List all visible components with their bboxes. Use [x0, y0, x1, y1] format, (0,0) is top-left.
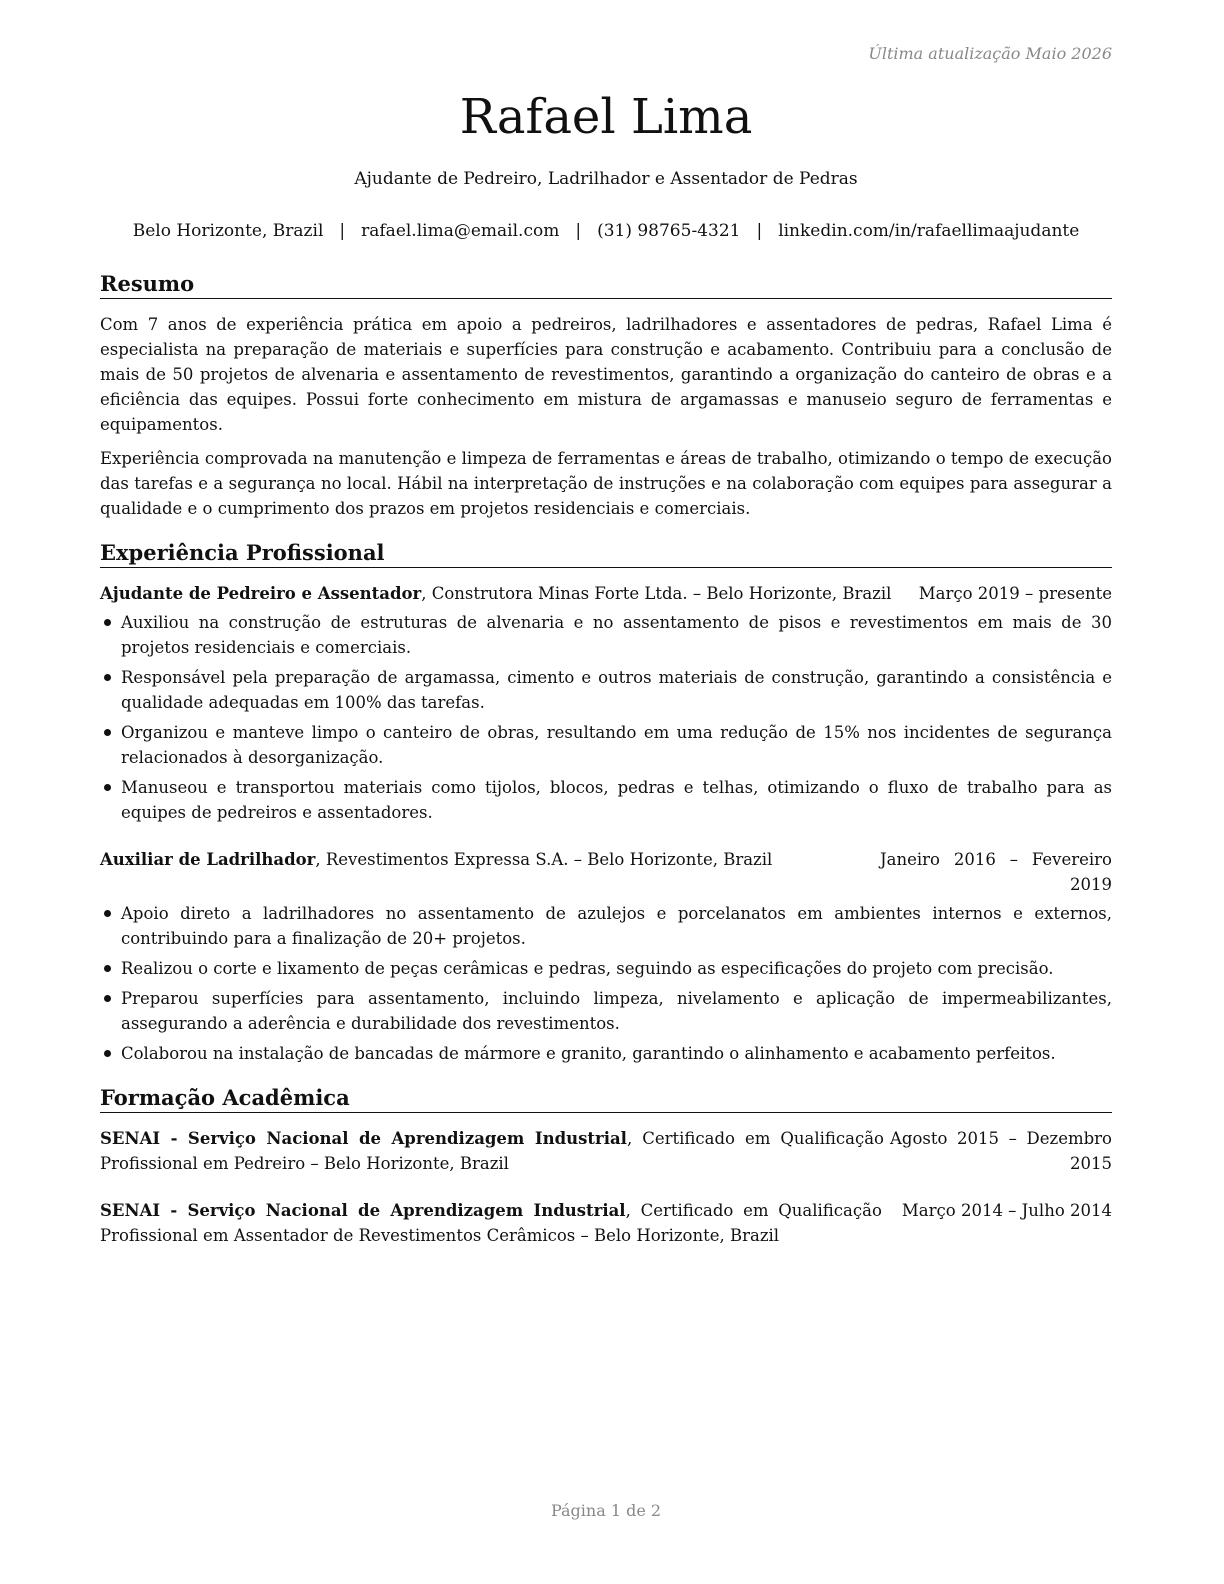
- bullet-text: Apoio direto a ladrilhadores no assentamento de azulejos e porcelanatos em ambientes internos e externos, contribuindo para a finalização de 20+ projetos.: [121, 904, 1112, 948]
- job-company: , Revestimentos Expressa S.A. – Belo Horizonte, Brazil: [315, 850, 773, 869]
- bullet-text: Preparou superfícies para assentamento, incluindo limpeza, nivelamento e aplicação de impermeabilizantes, assegurando a aderência e durabilidade dos revestimentos.: [121, 989, 1112, 1033]
- experience-section: [100, 539, 1112, 1066]
- list-item: [100, 665, 1112, 715]
- contact-separator: |: [575, 221, 582, 241]
- job-header: [100, 581, 1112, 606]
- bullet-icon: [104, 1050, 111, 1057]
- summary-paragraph: Com 7 anos de experiência prática em apoio a pedreiros, ladrilhadores e assentadores de pedras, Rafael Lima é especialista na preparação de materiais e superfícies para construção e acabamento. Contribuiu para a conclusão de mais de 50 projetos de alvenaria e assentamento de revestimentos, garantindo a organização do canteiro de obras e a eficiência das equipes. Possui forte conhecimento em mistura de argamassas e manuseio seguro de ferramentas e equipamentos.: [100, 315, 1112, 434]
- job-role: Ajudante de Pedreiro e Assentador: [100, 584, 422, 603]
- list-item: [100, 986, 1112, 1036]
- section-title-experience: Experiência Profissional: [100, 539, 1112, 568]
- education-heading: [100, 1198, 882, 1248]
- bullet-icon: [104, 784, 111, 791]
- job-company: , Construtora Minas Forte Ltda. – Belo Horizonte, Brazil: [421, 584, 892, 603]
- contact-location: Belo Horizonte, Brazil: [132, 221, 324, 241]
- bullet-icon: [104, 965, 111, 972]
- bullet-icon: [104, 729, 111, 736]
- bullet-icon: [104, 619, 111, 626]
- section-title-education: Formação Acadêmica: [100, 1084, 1112, 1113]
- list-item: [100, 610, 1112, 660]
- summary-section: [100, 270, 1112, 521]
- job-heading: [100, 581, 899, 606]
- summary-paragraph: Experiência comprovada na manutenção e limpeza de ferramentas e áreas de trabalho, otimizando o tempo de execução das tarefas e a segurança no local. Hábil na interpretação de instruções e na colaboração com equipes para assegurar a qualidade e o cumprimento dos prazos em projetos residenciais e comerciais.: [100, 449, 1112, 518]
- bullet-text: Auxiliou na construção de estruturas de alvenaria e no assentamento de pisos e revestimentos em mais de 30 projetos residenciais e comerciais.: [121, 613, 1112, 657]
- list-item: [100, 720, 1112, 770]
- education-entry: [100, 1126, 1112, 1176]
- contact-linkedin[interactable]: linkedin.com/in/rafaellimaajudante: [778, 221, 1080, 241]
- section-title-summary: Resumo: [100, 270, 1112, 299]
- education-dates: Março 2014 – Julho 2014: [901, 1201, 1112, 1220]
- job-bullets: [100, 901, 1112, 1066]
- bullet-text: Manuseou e transportou materiais como tijolos, blocos, pedras e telhas, otimizando o fluxo de trabalho para as equipes de pedreiros e assentadores.: [121, 778, 1112, 822]
- resume-page: [100, 0, 1112, 1584]
- bullet-icon: [104, 674, 111, 681]
- education-heading: [100, 1126, 884, 1176]
- contact-separator: |: [756, 221, 763, 241]
- education-dates: Agosto 2015 – Dezembro 2015: [890, 1129, 1112, 1173]
- job-dates: Março 2019 – presente: [918, 584, 1112, 603]
- bullet-text: Responsável pela preparação de argamassa, cimento e outros materiais de construção, garantindo a consistência e qualidade adequadas em 100% das tarefas.: [121, 668, 1112, 712]
- bullet-text: Colaborou na instalação de bancadas de mármore e granito, garantindo o alinhamento e acabamento perfeitos.: [121, 1044, 1056, 1063]
- resume-content: [100, 270, 1112, 1266]
- list-item: [100, 956, 1112, 981]
- bullet-text: Organizou e manteve limpo o canteiro de obras, resultando em uma redução de 15% nos incidentes de segurança relacionados à desorganização.: [121, 723, 1112, 767]
- education-detail: , Certificado em Qualificação Profissional em Pedreiro – Belo Horizonte, Brazil: [100, 1129, 884, 1173]
- job-dates: Janeiro 2016 – Fevereiro 2019: [880, 850, 1112, 894]
- list-item: [100, 775, 1112, 825]
- education-detail: , Certificado em Qualificação Profissional em Assentador de Revestimentos Cerâmicos – Belo Horizonte, Brazil: [100, 1201, 882, 1245]
- contact-line: [100, 219, 1112, 243]
- bullet-icon: [104, 995, 111, 1002]
- education-institution: SENAI - Serviço Nacional de Aprendizagem Industrial: [100, 1129, 627, 1148]
- education-section: [100, 1084, 1112, 1248]
- education-entry: [100, 1198, 1112, 1248]
- job-entry: [100, 581, 1112, 825]
- contact-phone[interactable]: (31) 98765-4321: [597, 221, 741, 241]
- list-item: [100, 901, 1112, 951]
- last-updated: Última atualização Maio 2026: [868, 44, 1112, 63]
- job-header: [100, 847, 1112, 897]
- contact-separator: |: [339, 221, 346, 241]
- bullet-text: Realizou o corte e lixamento de peças cerâmicas e pedras, seguindo as especificações do projeto com precisão.: [121, 959, 1054, 978]
- job-entry: [100, 847, 1112, 1066]
- education-header: [100, 1126, 1112, 1176]
- job-role: Auxiliar de Ladrilhador: [100, 850, 316, 869]
- job-bullets: [100, 610, 1112, 825]
- contact-email[interactable]: rafael.lima@email.com: [361, 221, 560, 241]
- job-heading: [100, 847, 860, 872]
- page-number: Página 1 de 2: [550, 1501, 662, 1520]
- education-header: [100, 1198, 1112, 1248]
- bullet-icon: [104, 910, 111, 917]
- candidate-name: Rafael Lima: [459, 89, 753, 145]
- education-institution: SENAI - Serviço Nacional de Aprendizagem Industrial: [100, 1201, 626, 1220]
- list-item: [100, 1041, 1112, 1066]
- candidate-title: Ajudante de Pedreiro, Ladrilhador e Assentador de Pedras: [354, 169, 858, 189]
